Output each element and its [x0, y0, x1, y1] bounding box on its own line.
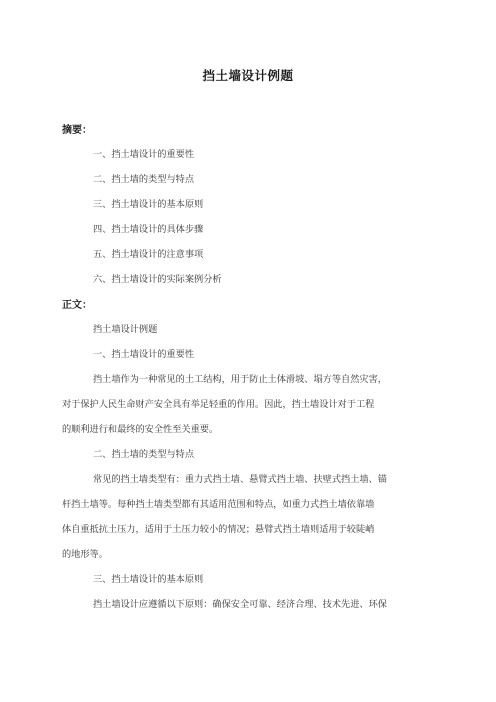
- section-1-line: 的顺利进行和最终的安全性至关重要。: [62, 424, 219, 435]
- toc-item-5: 五、挡土墙设计的注意事项: [93, 249, 204, 260]
- body-title: 挡土墙设计例题: [93, 324, 158, 335]
- document-title: 挡土墙设计例题: [202, 68, 294, 83]
- section-3-heading: 三、挡土墙设计的基本原则: [93, 574, 204, 585]
- body-heading: 正文：: [62, 300, 92, 311]
- section-2-heading: 二、挡土墙的类型与特点: [93, 449, 195, 460]
- toc-item-4: 四、挡土墙设计的具体步骤: [93, 224, 204, 235]
- section-2-line: 体自重抵抗土压力，适用于土压力较小的情况；悬臂式挡土墙则适用于较陡峭: [62, 524, 375, 535]
- toc-item-3: 三、挡土墙设计的基本原则: [93, 199, 204, 210]
- section-3-line: 挡土墙设计应遵循以下原则：确保安全可靠、经济合理、技术先进、环保: [93, 599, 387, 610]
- section-2-line: 的地形等。: [62, 549, 108, 560]
- toc-item-2: 二、挡土墙的类型与特点: [93, 174, 195, 185]
- section-1-heading: 一、挡土墙设计的重要性: [93, 349, 195, 360]
- section-1-line: 挡土墙作为一种常见的土工结构，用于防止土体滑坡、塌方等自然灾害，: [93, 374, 387, 385]
- section-2-line: 杆挡土墙等。每种挡土墙类型都有其适用范围和特点，如重力式挡土墙依靠墙: [62, 499, 375, 510]
- abstract-heading: 摘要：: [62, 125, 92, 136]
- section-2-line: 常见的挡土墙类型有：重力式挡土墙、悬臂式挡土墙、扶壁式挡土墙、锚: [93, 474, 387, 485]
- toc-item-6: 六、挡土墙设计的实际案例分析: [93, 274, 222, 285]
- toc-item-1: 一、挡土墙设计的重要性: [93, 149, 195, 160]
- section-1-line: 对于保护人民生命财产安全具有举足轻重的作用。因此，挡土墙设计对于工程: [62, 399, 375, 410]
